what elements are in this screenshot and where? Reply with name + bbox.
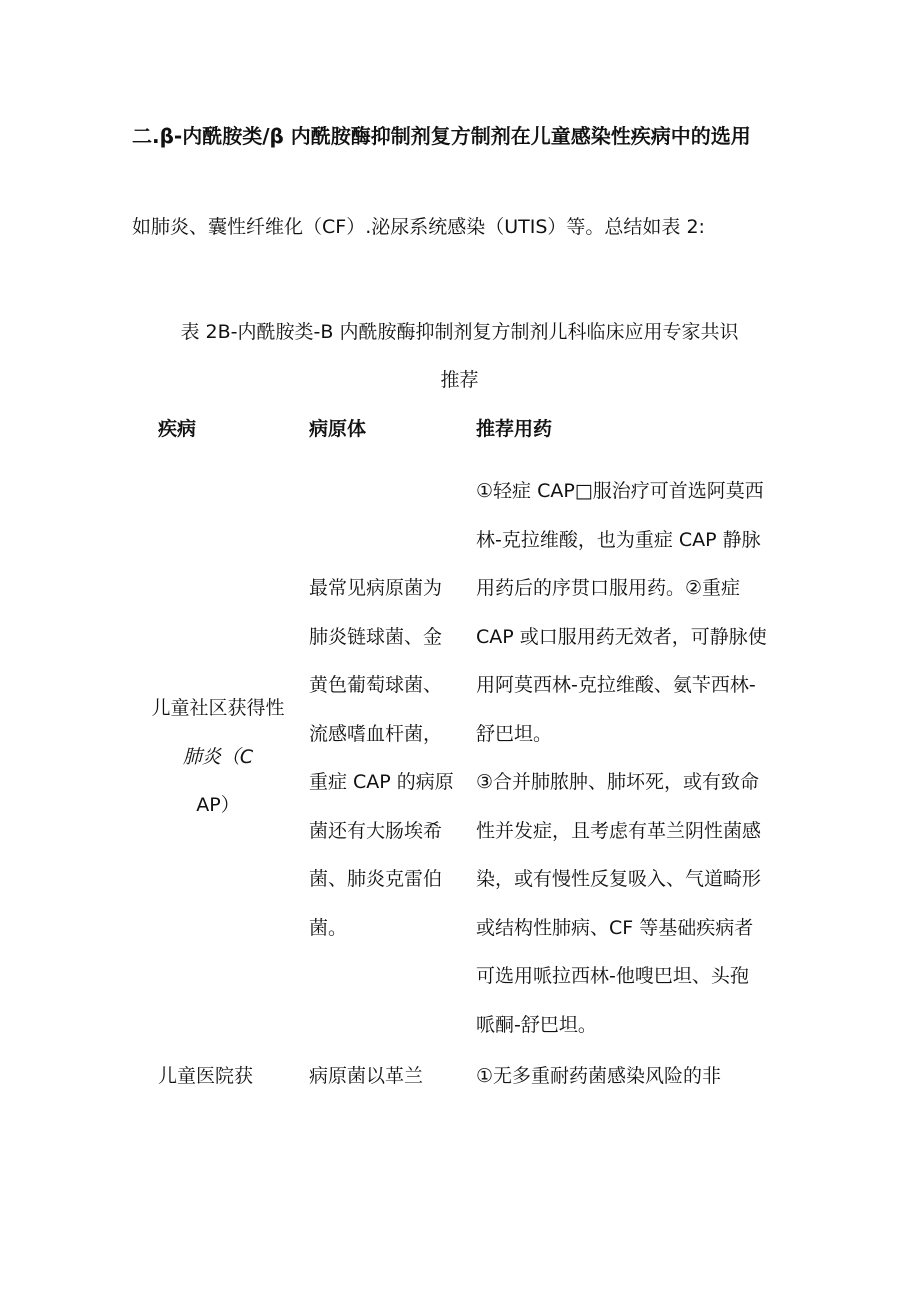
drug-line: ①无多重耐药菌感染风险的非 [476,1065,722,1087]
disease-line: 肺炎（C [182,745,254,768]
pathogen-line: 菌。 [309,916,348,939]
drug-line: 染，或有慢性反复吸入、气道畸形 [476,868,762,890]
pathogen-line: 重症 CAP 的病原 [309,771,454,793]
intro-paragraph: 如肺炎、囊性纤维化（CF）.泌尿系统感染（UTIS）等。总结如表 2: [132,216,705,238]
column-header-pathogen: 病原体 [309,418,367,440]
disease-line: 儿童医院获 [158,1065,254,1087]
disease-line: AP） [196,794,240,816]
drug-line: 舒巴坦。 [476,722,553,745]
drug-line: 林-克拉维酸，也为重症 CAP 静脉 [476,528,761,551]
pathogen-line: 菌还有大肠埃希 [309,819,443,842]
column-header-disease: 疾病 [158,418,197,440]
pathogen-line: 最常见病原菌为 [309,577,443,599]
table-row-cap-disease [138,684,298,830]
drug-line: 可选用哌拉西林-他嗖巴坦、头孢 [476,965,749,987]
drug-line: 性并发症，且考虑有革兰阴性菌感 [476,819,762,842]
pathogen-line: 肺炎链球菌、金 [309,625,443,648]
table-row-hap-pathogen [309,1052,423,1101]
drug-line: 用药后的序贯口服用药。②重症 [476,577,741,599]
table-row-cap-pathogen [309,564,454,952]
table-caption-line-1: 表 2B-内酰胺类-B 内酰胺酶抑制剂复方制剂儿科临床应用专家共识 [180,321,739,343]
table-caption [132,308,787,404]
pathogen-line: 流感嗜血杆菌， [309,722,443,745]
pathogen-line: 病原菌以革兰 [309,1065,424,1087]
table-row-cap-drug [476,467,767,1049]
pathogen-line: 菌、肺炎克雷伯 [309,868,443,890]
drug-line: ①轻症 CAP□服治疗可首选阿莫西 [476,480,764,502]
drug-line: 哌酮-舒巴坦。 [476,1013,597,1036]
section-heading: 二.β-内酰胺类/β 内酰胺酶抑制剂复方制剂在儿童感染性疾病中的选用 [132,124,751,148]
drug-line: CAP 或口服用药无效者，可静脉使 [476,625,767,648]
drug-line: 用阿莫西林-克拉维酸、氨苄西林- [476,674,756,696]
pathogen-line: 黄色葡萄球菌、 [309,674,443,696]
table-row-hap-disease [158,1052,253,1101]
column-header-drug: 推荐用药 [476,418,553,440]
table-caption-line-2: 推荐 [440,369,479,391]
table-row-hap-drug [476,1052,721,1101]
disease-line: 儿童社区获得性 [151,697,285,719]
drug-line: 或结构性肺病、CF 等基础疾病者 [476,916,754,939]
drug-line: ③合并肺脓肿、肺坏死，或有致命 [476,771,760,793]
